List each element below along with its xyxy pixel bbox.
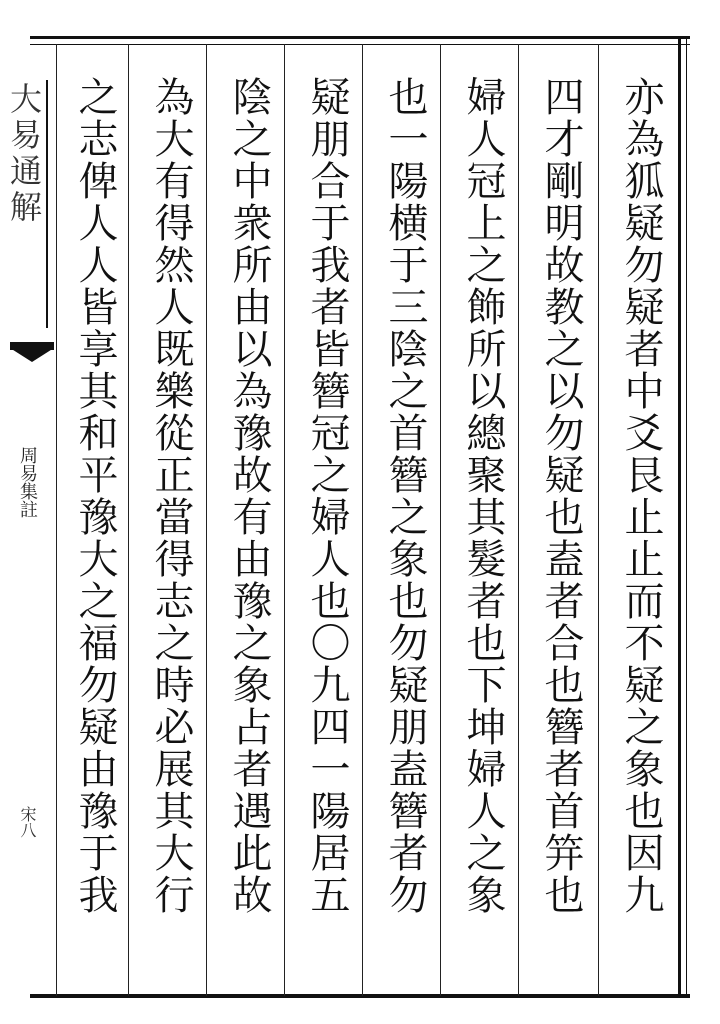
text-column-2: 四才剛明故教之以勿疑也盍者合也簪者首笄也 (538, 76, 584, 916)
column-divider (518, 44, 519, 996)
fishtail-mark (10, 348, 54, 362)
right-border-rule (678, 36, 681, 996)
top-inner-rule (30, 44, 690, 45)
column-divider (362, 44, 363, 996)
right-outer-rule (686, 36, 687, 996)
text-column-3: 婦人冠上之飾所以總聚其髮者也下坤婦人之象 (460, 76, 506, 916)
fore-edge-strip (0, 36, 56, 996)
column-divider (56, 44, 57, 996)
edge-book-title: 周易集註 (17, 446, 38, 518)
edge-page-number: 宋八 (18, 806, 37, 838)
column-divider (598, 44, 599, 996)
column-divider (440, 44, 441, 996)
text-column-6: 陰之中衆所由以為豫故有由豫之象占者遇此故 (226, 76, 272, 916)
text-column-4: 也一陽横于三陰之首簪之象也勿疑朋盍簪者勿 (382, 76, 428, 916)
column-divider (206, 44, 207, 996)
text-column-7: 為大有得然人既樂從正當得志之時必展其大行 (148, 76, 194, 916)
edge-title: 大易通解 (5, 82, 43, 226)
text-column-8: 之志俾人人皆享其和平豫大之福勿疑由豫于我 (72, 76, 118, 916)
bottom-border-rule (30, 994, 690, 998)
text-column-5: 疑朋合于我者皆簪冠之婦人也〇九四一陽居五 (304, 76, 350, 916)
top-border-rule (30, 36, 690, 39)
column-divider (284, 44, 285, 996)
text-column-1: 亦為狐疑勿疑者中爻艮止止而不疑之象也因九 (618, 76, 664, 916)
